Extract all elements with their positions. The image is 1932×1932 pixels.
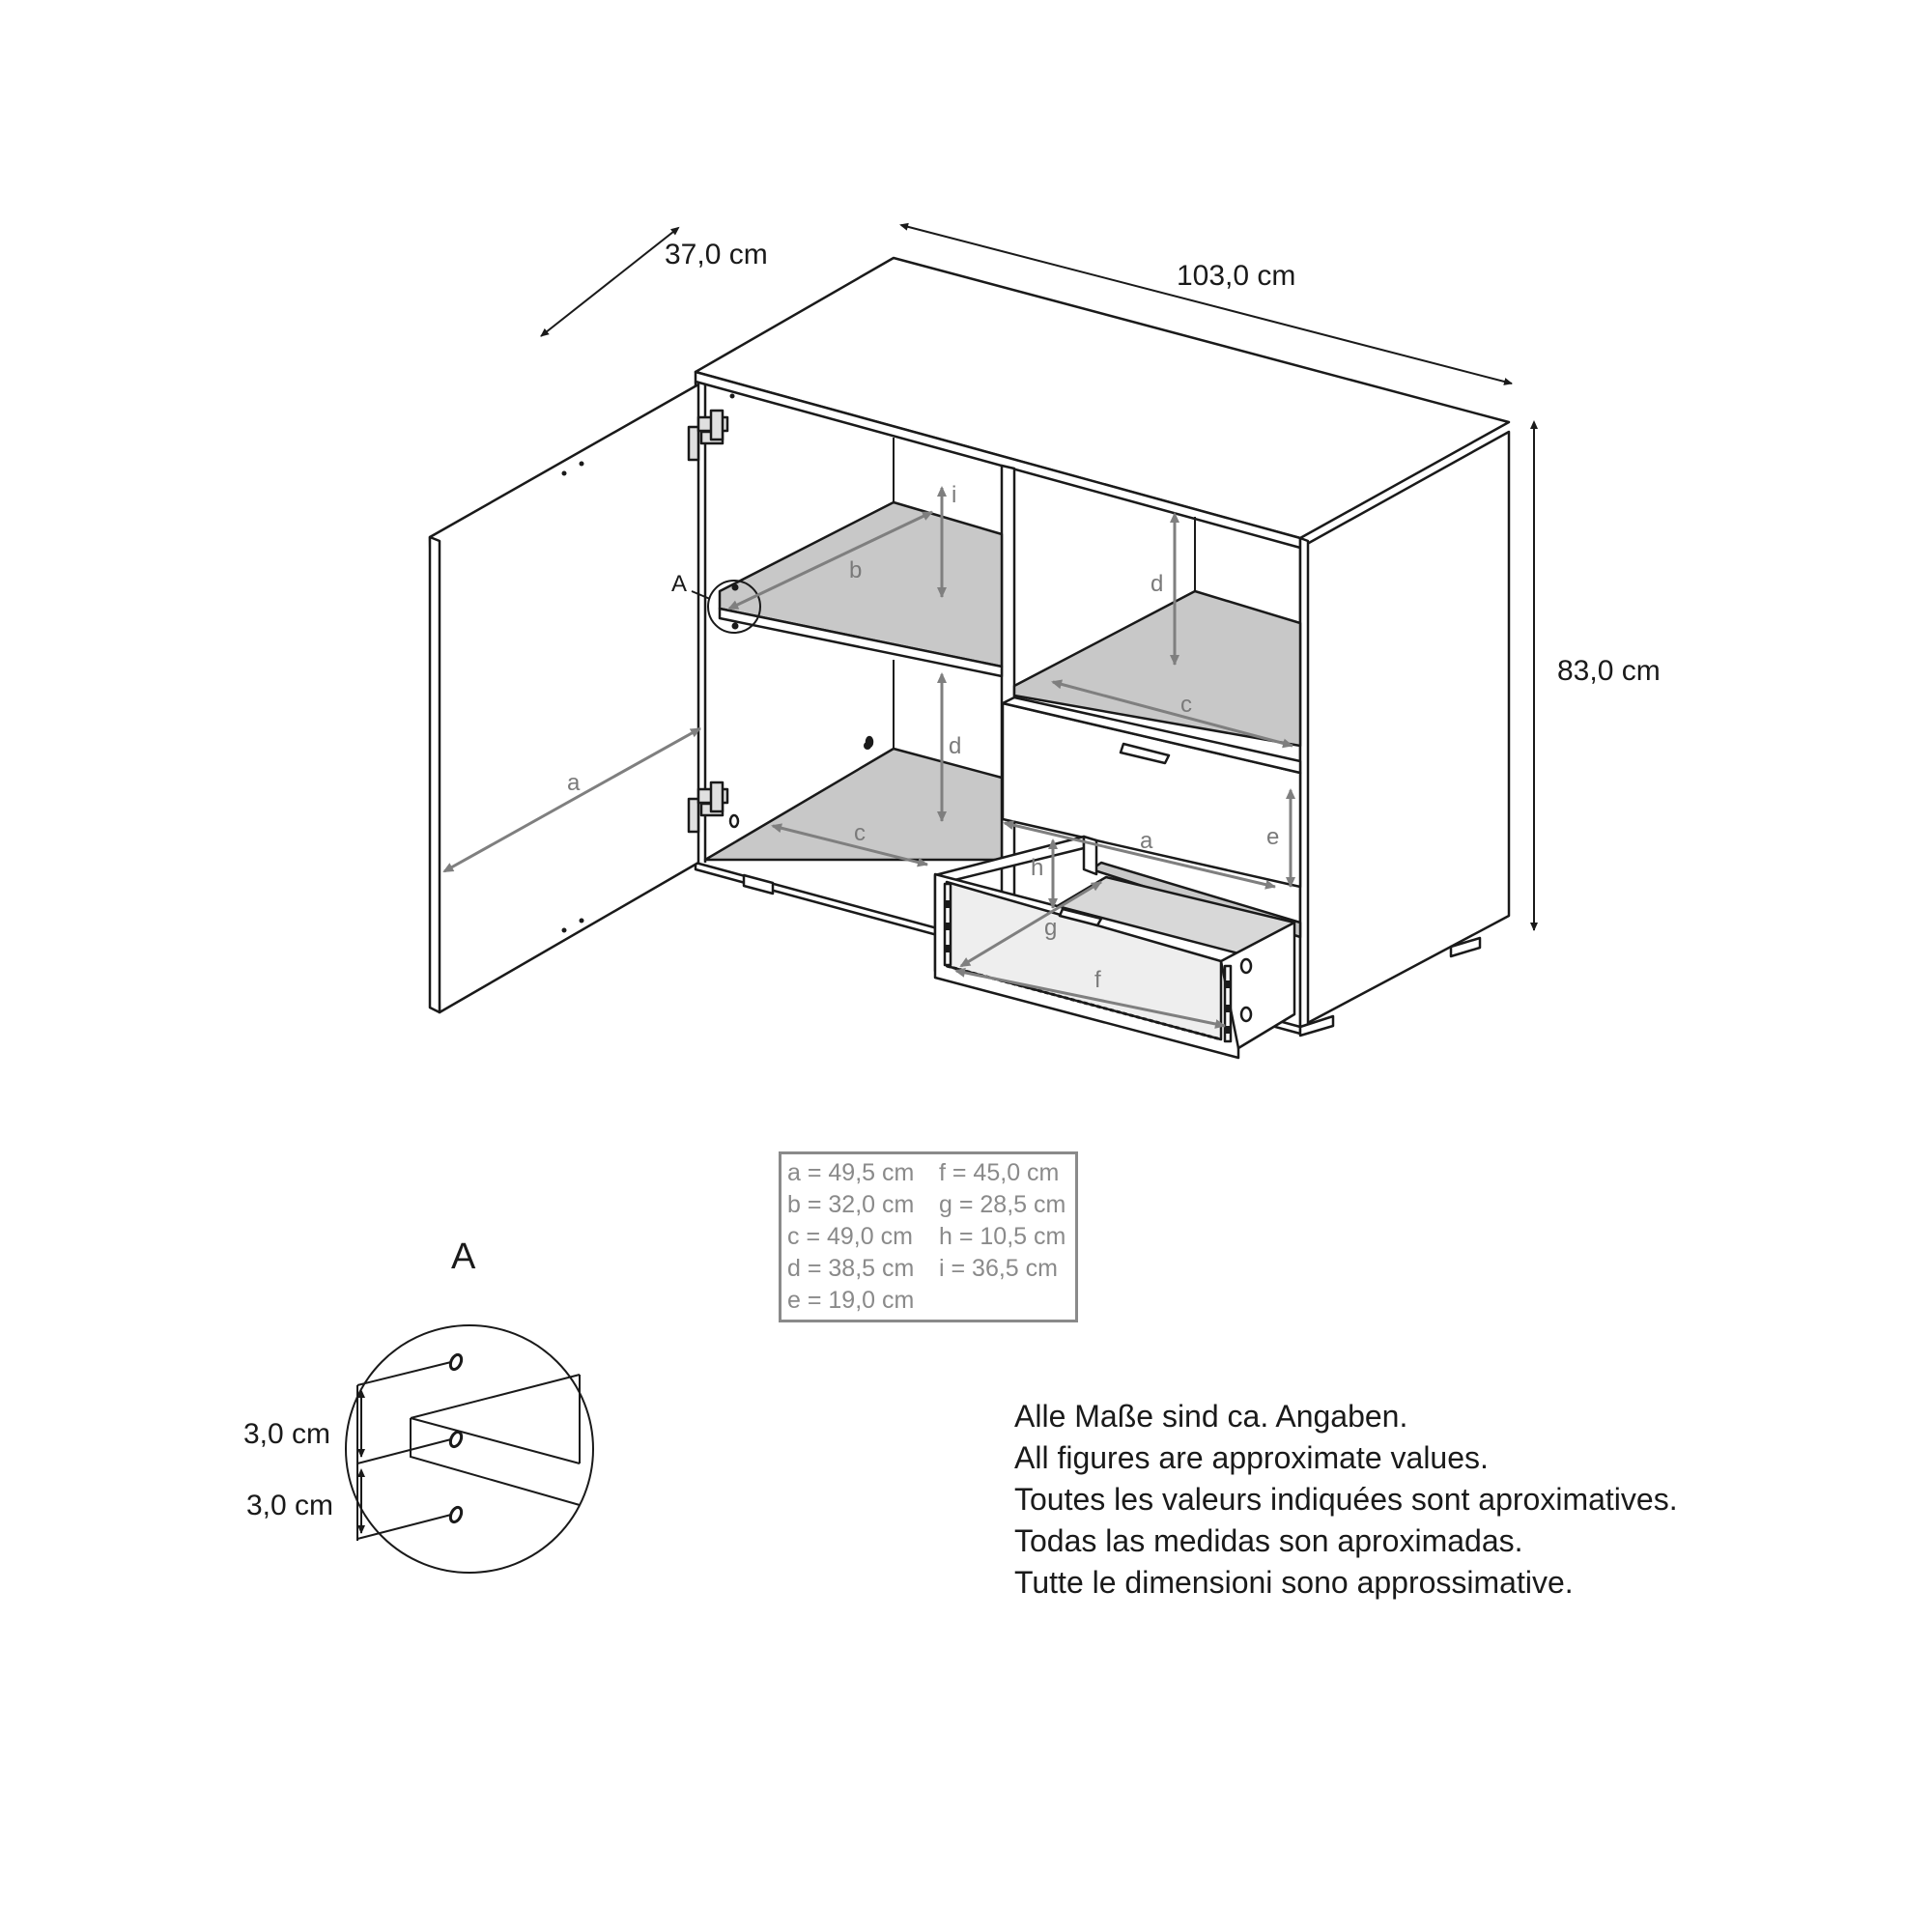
note-english: All figures are approximate values. [1014,1440,1489,1475]
detail-a-view [346,1325,593,1573]
legend-row [787,1253,1069,1285]
detail-spacing-bottom: 3,0 cm [246,1490,334,1521]
legend-d: d = 38,5 cm [787,1255,915,1282]
letter-f: f [1094,967,1101,993]
note-french: Toutes les valeurs indiquées sont aproximatives. [1014,1482,1678,1517]
legend-e: e = 19,0 cm [787,1287,915,1314]
legend-row [787,1157,1069,1189]
legend-i: i = 36,5 cm [939,1255,1058,1282]
detail-title: A [451,1236,476,1277]
letter-i: i [952,482,957,508]
letter-b: b [849,557,863,583]
door-edge [430,537,440,1012]
height-label: 83,0 cm [1557,655,1661,687]
legend-row [787,1285,1069,1317]
legend-b: b = 32,0 cm [787,1191,915,1218]
letter-e: e [1266,824,1280,850]
legend-c: c = 49,0 cm [787,1223,913,1250]
letter-d-left: d [949,733,962,759]
legend-row [787,1189,1069,1221]
measurement-legend [779,1151,1078,1322]
detail-spacing-top: 3,0 cm [243,1418,331,1450]
letter-g: g [1044,915,1058,941]
letter-c-right: c [1180,692,1192,718]
door-panel [430,384,698,1012]
detail-circle [346,1325,593,1573]
letter-a-door: a [567,770,581,796]
letter-d-right: d [1151,571,1164,597]
note-spanish: Todas las medidas son aproximadas. [1014,1523,1523,1558]
note-german: Alle Maße sind ca. Angaben. [1014,1399,1408,1434]
depth-label: 37,0 cm [665,239,768,270]
detail-shelf [411,1375,580,1418]
legend-g: g = 28,5 cm [939,1191,1066,1218]
open-door [430,384,872,1012]
note-italian: Tutte le dimensioni sono approssimative. [1014,1565,1574,1600]
legend-a: a = 49,5 cm [787,1159,915,1186]
legend-h: h = 10,5 cm [939,1223,1066,1250]
legend-row [787,1221,1069,1253]
legend-f: f = 45,0 cm [939,1159,1060,1186]
detail-a-marker: A [671,571,688,597]
letter-c-left: c [854,820,866,846]
letter-h: h [1031,855,1044,881]
depth-dimension-line [541,228,678,336]
foot-left [744,875,773,894]
top-panel [696,258,1509,538]
letter-a-drawer: a [1140,828,1153,854]
width-label: 103,0 cm [1177,260,1296,292]
disclaimer-notes [1014,1396,1678,1604]
